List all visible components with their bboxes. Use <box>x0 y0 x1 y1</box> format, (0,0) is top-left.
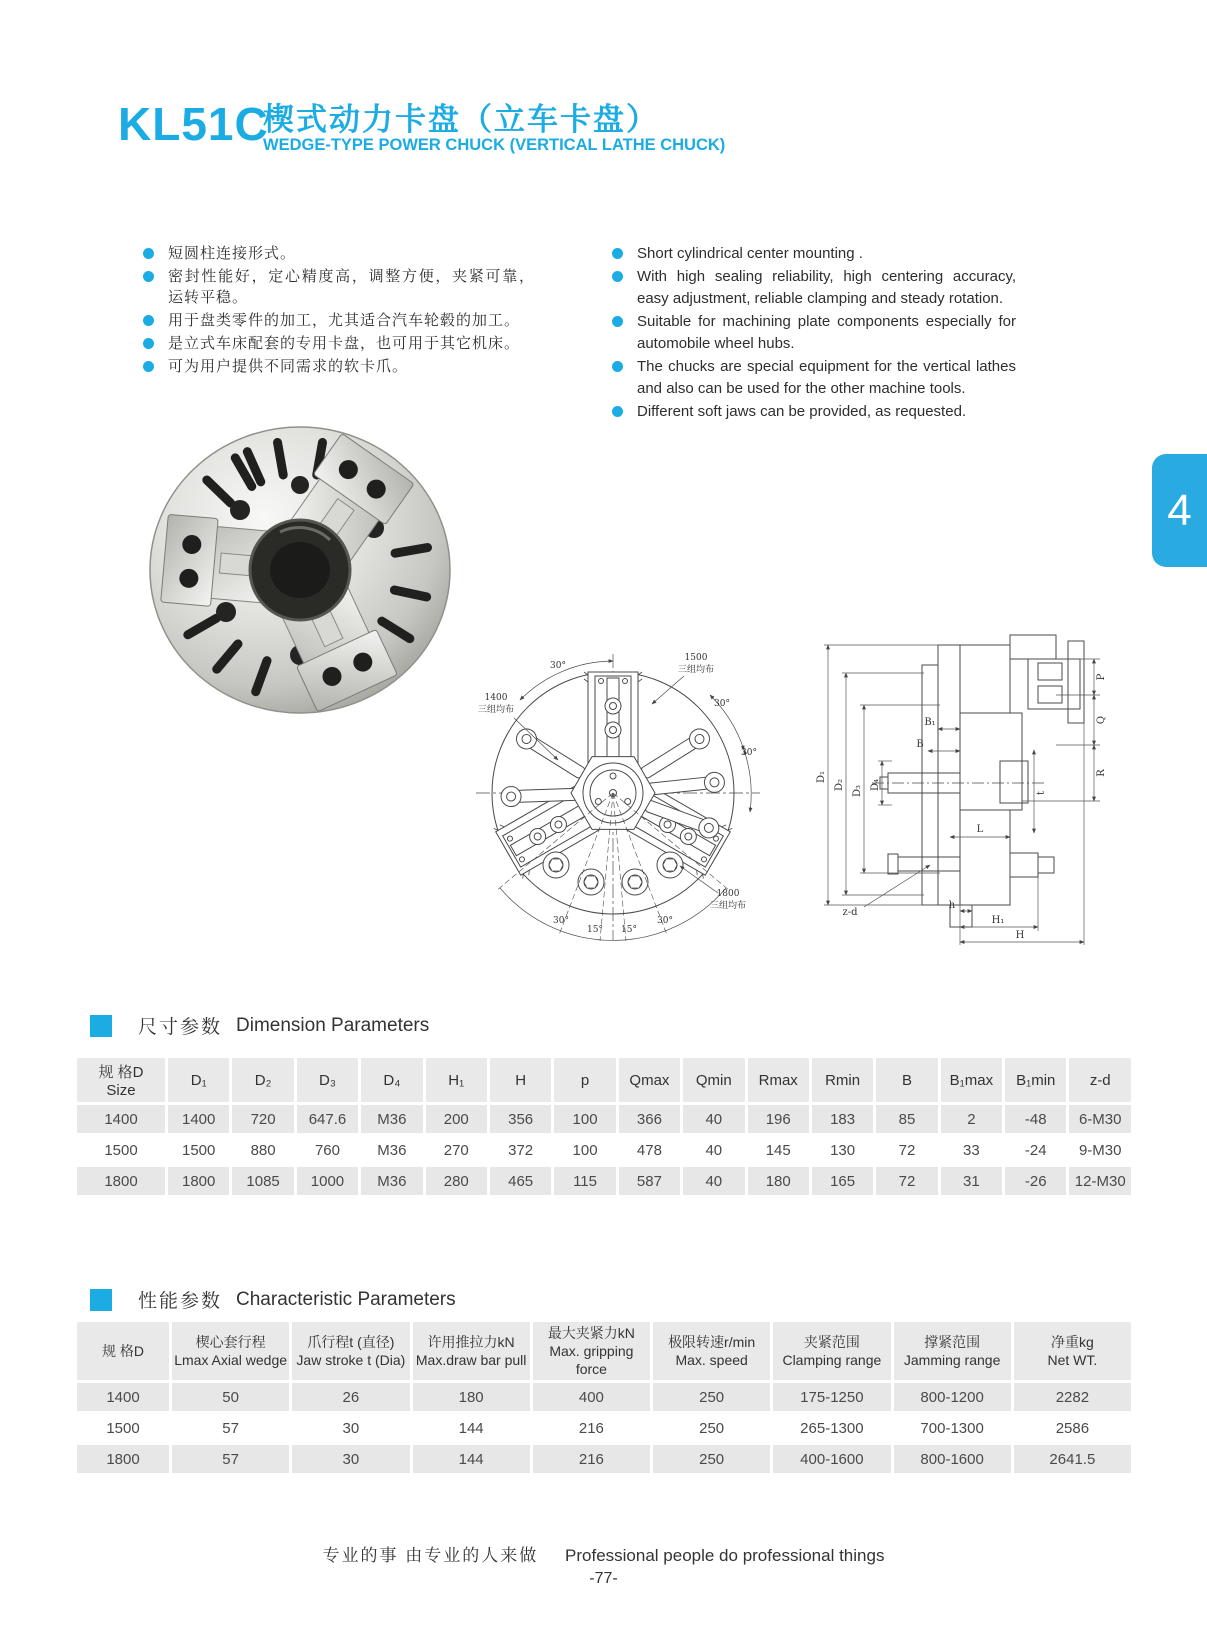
table-cell: 2282 <box>1014 1383 1131 1411</box>
column-header: 许用推拉力kN Max.draw bar pull <box>413 1322 530 1380</box>
dim-label-l: L <box>976 824 984 835</box>
feature-text: With high sealing reliability, high centering accuracy, easy adjustment, reliable clamping and steady rotation. <box>637 268 1016 307</box>
bullet-icon <box>143 248 154 259</box>
table-cell: 100 <box>554 1136 615 1164</box>
table-cell: 72 <box>876 1136 937 1164</box>
bullet-icon <box>612 271 623 282</box>
bullet-icon <box>143 315 154 326</box>
table-row <box>77 1167 1131 1195</box>
table-cell: 1400 <box>77 1383 169 1411</box>
feature-item <box>612 266 1016 310</box>
table-row <box>77 1105 1131 1133</box>
column-header: Rmax <box>748 1058 809 1102</box>
column-header: B₁max <box>941 1058 1002 1102</box>
front-angle-30: 30° <box>714 699 730 709</box>
column-header: Qmin <box>683 1058 744 1102</box>
table-cell: 366 <box>619 1105 680 1133</box>
table-cell: 400-1600 <box>773 1445 890 1473</box>
table-row <box>77 1445 1131 1473</box>
feature-item <box>143 356 535 377</box>
table-cell: 250 <box>653 1445 770 1473</box>
table-cell: 760 <box>297 1136 358 1164</box>
dim-label-d2: D₂ <box>834 778 845 792</box>
table-cell: 1800 <box>168 1167 229 1195</box>
dim-label-t: t <box>1036 790 1047 796</box>
table-cell: 1500 <box>168 1136 229 1164</box>
feature-item <box>612 401 1016 423</box>
table-cell: 26 <box>292 1383 409 1411</box>
feature-item <box>612 356 1016 400</box>
column-header: Qmax <box>619 1058 680 1102</box>
table-cell: 115 <box>554 1167 615 1195</box>
dim-label-d1: D₁ <box>816 770 827 784</box>
column-header: H <box>490 1058 551 1102</box>
table-cell: 31 <box>941 1167 1002 1195</box>
section-title-cn: 性能参数 <box>138 1291 223 1312</box>
front-label-1800: 1800 <box>716 889 740 899</box>
table-cell: 40 <box>683 1136 744 1164</box>
column-header: 极限转速r/min Max. speed <box>653 1322 770 1380</box>
front-label-1500: 1500 <box>684 653 708 663</box>
section-head-dimension <box>90 1012 429 1039</box>
table-cell: 250 <box>653 1414 770 1442</box>
model-code: KL51C <box>118 98 269 150</box>
column-header: 夹紧范围 Clamping range <box>773 1322 890 1380</box>
product-title-cn: 楔式动力卡盘（立车卡盘） <box>263 102 659 137</box>
table-cell: 1400 <box>168 1105 229 1133</box>
section-title-en: Characteristic Parameters <box>236 1288 456 1310</box>
table-row <box>77 1414 1131 1442</box>
dim-label-d4: D₄ <box>870 778 881 792</box>
feature-item <box>143 266 535 308</box>
feature-item <box>612 311 1016 355</box>
table-cell: 85 <box>876 1105 937 1133</box>
table-cell: 145 <box>748 1136 809 1164</box>
dim-label-h-total: H <box>1015 930 1025 941</box>
table-cell: 250 <box>653 1383 770 1411</box>
table-cell: 465 <box>490 1167 551 1195</box>
table-cell: 180 <box>413 1383 530 1411</box>
dim-label-d3: D₃ <box>852 784 863 798</box>
table-cell: 720 <box>232 1105 293 1133</box>
table-cell: 587 <box>619 1167 680 1195</box>
table-cell: -48 <box>1005 1105 1066 1133</box>
table-cell: 1500 <box>77 1136 165 1164</box>
side-dimension-lines <box>824 645 1100 945</box>
bullet-icon <box>612 361 623 372</box>
bullet-icon <box>612 406 623 417</box>
table-cell: 478 <box>619 1136 680 1164</box>
section-title-cn: 尺寸参数 <box>138 1017 223 1038</box>
column-header: B₁min <box>1005 1058 1066 1102</box>
front-view-drawing <box>448 608 770 943</box>
table-cell: 30 <box>292 1445 409 1473</box>
footer-slogan-en: Professional people do professional things <box>565 1546 885 1565</box>
table-cell: 165 <box>812 1167 873 1195</box>
table-cell: 144 <box>413 1445 530 1473</box>
section-marker-icon <box>90 1015 112 1037</box>
table-cell: 1000 <box>297 1167 358 1195</box>
dim-label-q: Q <box>1096 715 1107 725</box>
column-header: B <box>876 1058 937 1102</box>
section-head-characteristic <box>90 1286 456 1313</box>
table-cell: 800-1600 <box>894 1445 1011 1473</box>
feature-text: The chucks are special equipment for the vertical lathes and also can be used for the other machine tools. <box>637 358 1016 397</box>
bullet-icon <box>143 271 154 282</box>
table-cell: 12-M30 <box>1069 1167 1131 1195</box>
table-cell: 880 <box>232 1136 293 1164</box>
feature-item <box>143 333 535 354</box>
front-label-1400: 1400 <box>484 693 508 703</box>
front-note-1500: 三组均布 <box>677 665 715 675</box>
front-angle-15: 15° <box>621 925 637 935</box>
section-marker-icon <box>90 1289 112 1311</box>
bullet-icon <box>143 361 154 372</box>
column-header: 规 格D <box>77 1322 169 1380</box>
footer-slogan <box>0 1541 1207 1566</box>
table-cell: 33 <box>941 1136 1002 1164</box>
table-cell: -26 <box>1005 1167 1066 1195</box>
table-cell: M36 <box>361 1167 422 1195</box>
table-cell: 280 <box>426 1167 487 1195</box>
dim-label-h: h <box>948 900 956 911</box>
front-angle-30: 30° <box>657 916 673 926</box>
table-cell: 40 <box>683 1167 744 1195</box>
table-cell: 1400 <box>77 1105 165 1133</box>
table-cell: 356 <box>490 1105 551 1133</box>
table-cell: 372 <box>490 1136 551 1164</box>
table-cell: 1085 <box>232 1167 293 1195</box>
front-angle-15: 15° <box>587 925 603 935</box>
table-cell: 216 <box>533 1414 650 1442</box>
table-cell: 800-1200 <box>894 1383 1011 1411</box>
table-cell: 400 <box>533 1383 650 1411</box>
dim-label-h1: H₁ <box>991 915 1005 926</box>
table-cell: 200 <box>426 1105 487 1133</box>
characteristic-table <box>74 1319 1134 1476</box>
table-cell: 270 <box>426 1136 487 1164</box>
front-note-1400: 三组均布 <box>477 705 515 715</box>
table-cell: 144 <box>413 1414 530 1442</box>
footer-slogan-cn: 专业的事 由专业的人来做 <box>322 1546 539 1565</box>
table-cell: 1500 <box>77 1414 169 1442</box>
table-cell: 6-M30 <box>1069 1105 1131 1133</box>
dim-label-b1: B₁ <box>924 717 936 728</box>
table-cell: 2641.5 <box>1014 1445 1131 1473</box>
chuck-center-boss <box>250 520 350 620</box>
table-cell: 180 <box>748 1167 809 1195</box>
table-cell: 9-M30 <box>1069 1136 1131 1164</box>
table-cell: 196 <box>748 1105 809 1133</box>
table-cell: 50 <box>172 1383 289 1411</box>
table-cell: 30 <box>292 1414 409 1442</box>
side-view-drawing <box>772 605 1117 950</box>
features-list-cn <box>143 243 535 379</box>
column-header: D₄ <box>361 1058 422 1102</box>
column-header: D₁ <box>168 1058 229 1102</box>
page-number: -77- <box>589 1570 618 1587</box>
front-angle-30: 30° <box>553 916 569 926</box>
table-cell: 1800 <box>77 1167 165 1195</box>
table-cell: 265-1300 <box>773 1414 890 1442</box>
feature-text: Short cylindrical center mounting . <box>637 245 863 262</box>
dim-label-zd: z-d <box>842 907 858 918</box>
column-header: 最大夹紧力kN Max. gripping force <box>533 1322 650 1380</box>
table-cell: 700-1300 <box>894 1414 1011 1442</box>
product-title-en: WEDGE-TYPE POWER CHUCK (VERTICAL LATHE CHUCK) <box>263 136 726 154</box>
table-cell: 100 <box>554 1105 615 1133</box>
bullet-icon <box>612 248 623 259</box>
dim-label-p: P <box>1096 673 1107 681</box>
section-title-en: Dimension Parameters <box>236 1014 430 1036</box>
features-list-en <box>612 243 1016 424</box>
bullet-icon <box>143 338 154 349</box>
table-cell: M36 <box>361 1105 422 1133</box>
feature-text: Suitable for machining plate components especially for automobile wheel hubs. <box>637 313 1016 352</box>
feature-item <box>143 243 535 264</box>
feature-text: 用于盘类零件的加工，尤其适合汽车轮毂的加工。 <box>168 312 521 329</box>
table-cell: 130 <box>812 1136 873 1164</box>
product-photo <box>132 418 462 718</box>
table-row <box>77 1383 1131 1411</box>
bullet-icon <box>612 316 623 327</box>
table-cell: 2 <box>941 1105 1002 1133</box>
feature-text: 短圆柱连接形式。 <box>168 245 297 262</box>
column-header: D₂ <box>232 1058 293 1102</box>
table-cell: 57 <box>172 1414 289 1442</box>
column-header: H₁ <box>426 1058 487 1102</box>
column-header: p <box>554 1058 615 1102</box>
column-header: 爪行程t (直径) Jaw stroke t (Dia) <box>292 1322 409 1380</box>
table-cell: 72 <box>876 1167 937 1195</box>
table-cell: 57 <box>172 1445 289 1473</box>
dim-label-r: R <box>1096 769 1107 777</box>
table-cell: 175-1250 <box>773 1383 890 1411</box>
feature-text: 可为用户提供不同需求的软卡爪。 <box>168 358 409 375</box>
feature-item <box>143 310 535 331</box>
table-cell: 183 <box>812 1105 873 1133</box>
table-cell: 2586 <box>1014 1414 1131 1442</box>
chapter-tab: 4 <box>1152 454 1207 567</box>
dimension-table <box>74 1055 1134 1198</box>
column-header: D₃ <box>297 1058 358 1102</box>
feature-text: Different soft jaws can be provided, as requested. <box>637 403 967 420</box>
column-header: 撑紧范围 Jamming range <box>894 1322 1011 1380</box>
table-cell: 1800 <box>77 1445 169 1473</box>
dim-label-b: B <box>916 739 924 750</box>
feature-text: 密封性能好，定心精度高，调整方便，夹紧可靠，运转平稳。 <box>168 268 535 306</box>
side-body-outline <box>872 635 1084 927</box>
column-header: 规 格D Size <box>77 1058 165 1102</box>
table-cell: -24 <box>1005 1136 1066 1164</box>
column-header: 楔心套行程 Lmax Axial wedge <box>172 1322 289 1380</box>
table-row <box>77 1136 1131 1164</box>
front-note-1800: 三组均布 <box>709 901 747 911</box>
feature-text: 是立式车床配套的专用卡盘，也可用于其它机床。 <box>168 335 521 352</box>
front-angle-30: 30° <box>550 661 566 671</box>
table-cell: 40 <box>683 1105 744 1133</box>
front-angle-30: 30° <box>741 748 757 758</box>
feature-item <box>612 243 1016 265</box>
column-header: z-d <box>1069 1058 1131 1102</box>
table-cell: 647.6 <box>297 1105 358 1133</box>
table-cell: M36 <box>361 1136 422 1164</box>
column-header: 净重kg Net WT. <box>1014 1322 1131 1380</box>
table-cell: 216 <box>533 1445 650 1473</box>
column-header: Rmin <box>812 1058 873 1102</box>
